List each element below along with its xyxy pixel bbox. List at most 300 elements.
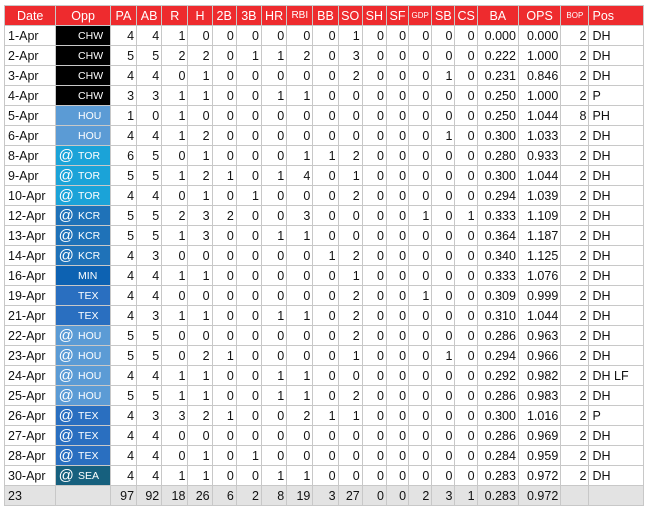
game-date[interactable]: 24-Apr: [5, 366, 56, 386]
totals-rbi: 19: [287, 486, 313, 506]
game-date[interactable]: 22-Apr: [5, 326, 56, 346]
stat-h: 2: [188, 46, 212, 66]
stat-gdp: 0: [409, 406, 432, 426]
home-away-indicator: [56, 286, 76, 306]
stat-so: 0: [338, 86, 362, 106]
stat-rbi: 0: [287, 266, 313, 286]
stat-r: 1: [162, 226, 188, 246]
stat-bop: 2: [561, 466, 589, 486]
opponent-team[interactable]: CHW: [76, 26, 110, 46]
stat-sh: 0: [362, 206, 386, 226]
stat-h: 3: [188, 206, 212, 226]
stat-gdp: 0: [409, 366, 432, 386]
opponent-team[interactable]: KCR: [76, 206, 110, 226]
game-row: [5, 166, 644, 186]
opponent-team[interactable]: HOU: [76, 386, 110, 406]
stat-hr: 1: [261, 166, 286, 186]
stat-pos: DH: [589, 446, 644, 466]
stat-d3: 1: [236, 46, 261, 66]
stat-ba: 0.309: [477, 286, 518, 306]
stat-bb: 1: [313, 246, 338, 266]
stat-ba: 0.310: [477, 306, 518, 326]
stat-ba: 0.286: [477, 386, 518, 406]
stat-sf: 0: [386, 446, 408, 466]
totals-gdp: 2: [409, 486, 432, 506]
opponent-team[interactable]: TOR: [76, 166, 110, 186]
stat-sh: 0: [362, 86, 386, 106]
totals-h: 26: [188, 486, 212, 506]
stat-ab: 4: [137, 366, 162, 386]
stat-so: 0: [338, 366, 362, 386]
opponent-team[interactable]: KCR: [76, 246, 110, 266]
stat-sh: 0: [362, 326, 386, 346]
stat-ba: 0.292: [477, 366, 518, 386]
stat-so: 2: [338, 146, 362, 166]
opponent-team[interactable]: HOU: [76, 366, 110, 386]
stat-pos: DH: [589, 346, 644, 366]
stat-sb: 0: [432, 26, 455, 46]
stat-ba: 0.231: [477, 66, 518, 86]
stat-so: 2: [338, 66, 362, 86]
stat-sb: 0: [432, 226, 455, 246]
stat-rbi: 0: [287, 126, 313, 146]
stat-so: 1: [338, 346, 362, 366]
game-date[interactable]: 21-Apr: [5, 306, 56, 326]
stat-gdp: 1: [409, 206, 432, 226]
stat-sf: 0: [386, 426, 408, 446]
game-date[interactable]: 13-Apr: [5, 226, 56, 246]
stat-sb: 0: [432, 146, 455, 166]
opponent-team[interactable]: HOU: [76, 126, 110, 146]
stat-r: 1: [162, 166, 188, 186]
home-away-indicator: @: [56, 166, 76, 186]
totals-sf: 0: [386, 486, 408, 506]
stat-sb: 0: [432, 246, 455, 266]
stat-r: 0: [162, 246, 188, 266]
stat-bop: 2: [561, 366, 589, 386]
stat-ba: 0.364: [477, 226, 518, 246]
stat-h: 0: [188, 426, 212, 446]
stat-pa: 4: [110, 406, 136, 426]
stat-so: 1: [338, 266, 362, 286]
stat-d2: 0: [212, 366, 236, 386]
col-header-2b[interactable]: 2B: [212, 6, 236, 26]
game-row: [5, 346, 644, 366]
stat-sf: 0: [386, 226, 408, 246]
stat-sh: 0: [362, 406, 386, 426]
stat-so: 2: [338, 186, 362, 206]
stat-ops: 1.076: [518, 266, 560, 286]
stat-h: 1: [188, 66, 212, 86]
stat-cs: 0: [455, 126, 477, 146]
stat-sh: 0: [362, 266, 386, 286]
stat-r: 1: [162, 386, 188, 406]
game-date[interactable]: 14-Apr: [5, 246, 56, 266]
stat-sf: 0: [386, 166, 408, 186]
stat-h: 1: [188, 466, 212, 486]
stat-d3: 0: [236, 406, 261, 426]
stat-pa: 5: [110, 386, 136, 406]
stat-sh: 0: [362, 386, 386, 406]
stat-pa: 5: [110, 46, 136, 66]
stat-bb: 0: [313, 226, 338, 246]
opponent-team[interactable]: TEX: [76, 406, 110, 426]
game-date[interactable]: 8-Apr: [5, 146, 56, 166]
stat-pos: P: [589, 406, 644, 426]
home-away-indicator: [56, 126, 76, 146]
stat-ab: 4: [137, 266, 162, 286]
game-date[interactable]: 12-Apr: [5, 206, 56, 226]
opponent-team[interactable]: HOU: [76, 106, 110, 126]
stat-pos: DH: [589, 306, 644, 326]
col-header-ba[interactable]: BA: [477, 6, 518, 26]
col-header-ops[interactable]: OPS: [518, 6, 560, 26]
stat-r: 0: [162, 286, 188, 306]
stat-d2: 0: [212, 466, 236, 486]
stat-ops: 1.125: [518, 246, 560, 266]
totals-ba: 0.283: [477, 486, 518, 506]
col-header-r[interactable]: R: [162, 6, 188, 26]
stat-sh: 0: [362, 26, 386, 46]
stat-pos: PH: [589, 106, 644, 126]
totals-bop: [561, 486, 589, 506]
stat-rbi: 0: [287, 346, 313, 366]
game-row: [5, 186, 644, 206]
stat-ba: 0.333: [477, 266, 518, 286]
col-header-hr[interactable]: HR: [261, 6, 286, 26]
game-row: [5, 86, 644, 106]
stat-ops: 1.000: [518, 46, 560, 66]
stat-d2: 0: [212, 126, 236, 146]
stat-hr: 0: [261, 26, 286, 46]
opponent-team[interactable]: SEA: [76, 466, 110, 486]
stat-so: 0: [338, 446, 362, 466]
stat-sb: 0: [432, 266, 455, 286]
stat-cs: 0: [455, 366, 477, 386]
game-date[interactable]: 19-Apr: [5, 286, 56, 306]
stat-ops: 0.000: [518, 26, 560, 46]
col-header-3b[interactable]: 3B: [236, 6, 261, 26]
stat-r: 0: [162, 346, 188, 366]
opponent-team[interactable]: CHW: [76, 46, 110, 66]
home-away-indicator: @: [56, 146, 76, 166]
stat-d2: 0: [212, 46, 236, 66]
game-date[interactable]: 2-Apr: [5, 46, 56, 66]
col-header-sh[interactable]: SH: [362, 6, 386, 26]
opponent-team[interactable]: TEX: [76, 286, 110, 306]
stat-rbi: 0: [287, 106, 313, 126]
stat-sb: 0: [432, 186, 455, 206]
stat-pos: DH: [589, 326, 644, 346]
stat-sh: 0: [362, 106, 386, 126]
stat-d2: 0: [212, 226, 236, 246]
stat-ba: 0.300: [477, 406, 518, 426]
stat-bop: 2: [561, 326, 589, 346]
opponent-team[interactable]: TEX: [76, 306, 110, 326]
stat-pos: DH: [589, 386, 644, 406]
stat-ba: 0.222: [477, 46, 518, 66]
game-log: [4, 5, 644, 506]
home-away-indicator: @: [56, 226, 76, 246]
game-date[interactable]: 26-Apr: [5, 406, 56, 426]
opponent-team[interactable]: TEX: [76, 426, 110, 446]
stat-h: 1: [188, 446, 212, 466]
col-header-ab[interactable]: AB: [137, 6, 162, 26]
stat-ops: 1.039: [518, 186, 560, 206]
game-date[interactable]: 25-Apr: [5, 386, 56, 406]
stat-so: 2: [338, 326, 362, 346]
stat-sf: 0: [386, 86, 408, 106]
stat-sh: 0: [362, 126, 386, 146]
game-row: [5, 366, 644, 386]
stat-hr: 0: [261, 186, 286, 206]
stat-ab: 5: [137, 226, 162, 246]
stat-r: 0: [162, 426, 188, 446]
stat-cs: 0: [455, 86, 477, 106]
stat-ab: 4: [137, 446, 162, 466]
stat-d2: 0: [212, 426, 236, 446]
stat-h: 1: [188, 386, 212, 406]
stat-bop: 2: [561, 286, 589, 306]
home-away-indicator: @: [56, 406, 76, 426]
stat-ba: 0.294: [477, 186, 518, 206]
stat-d2: 0: [212, 306, 236, 326]
stat-bop: 2: [561, 346, 589, 366]
stat-bop: 8: [561, 106, 589, 126]
stat-pa: 4: [110, 286, 136, 306]
stat-d3: 0: [236, 426, 261, 446]
game-date[interactable]: 10-Apr: [5, 186, 56, 206]
stat-ops: 1.187: [518, 226, 560, 246]
stat-rbi: 1: [287, 366, 313, 386]
stat-so: 1: [338, 166, 362, 186]
stat-so: 2: [338, 246, 362, 266]
stat-sb: 0: [432, 426, 455, 446]
stat-sf: 0: [386, 126, 408, 146]
stat-cs: 0: [455, 26, 477, 46]
stat-cs: 0: [455, 46, 477, 66]
game-date[interactable]: 23-Apr: [5, 346, 56, 366]
stat-h: 1: [188, 266, 212, 286]
stat-pos: DH: [589, 146, 644, 166]
opponent-team[interactable]: CHW: [76, 86, 110, 106]
stat-so: 2: [338, 386, 362, 406]
col-header-h[interactable]: H: [188, 6, 212, 26]
stat-pa: 4: [110, 306, 136, 326]
stat-ba: 0.300: [477, 166, 518, 186]
stat-sf: 0: [386, 186, 408, 206]
stat-h: 0: [188, 326, 212, 346]
totals-ops: 0.972: [518, 486, 560, 506]
stat-sb: 0: [432, 286, 455, 306]
stat-sh: 0: [362, 246, 386, 266]
stat-sh: 0: [362, 166, 386, 186]
game-row: [5, 266, 644, 286]
stat-hr: 0: [261, 266, 286, 286]
stat-so: 3: [338, 46, 362, 66]
totals-pos: [589, 486, 644, 506]
stat-ba: 0.000: [477, 26, 518, 46]
stat-pa: 5: [110, 206, 136, 226]
stat-h: 2: [188, 166, 212, 186]
stat-d3: 0: [236, 346, 261, 366]
stat-d3: 0: [236, 206, 261, 226]
game-date[interactable]: 28-Apr: [5, 446, 56, 466]
col-header-rbi[interactable]: RBI: [287, 6, 313, 26]
stat-so: 0: [338, 206, 362, 226]
stat-ops: 0.959: [518, 446, 560, 466]
stat-r: 1: [162, 26, 188, 46]
stat-sb: 0: [432, 166, 455, 186]
stat-hr: 1: [261, 386, 286, 406]
stat-ab: 5: [137, 386, 162, 406]
stat-h: 1: [188, 186, 212, 206]
stat-h: 1: [188, 86, 212, 106]
stat-sf: 0: [386, 206, 408, 226]
stat-bb: 0: [313, 186, 338, 206]
game-date[interactable]: 9-Apr: [5, 166, 56, 186]
game-date[interactable]: 3-Apr: [5, 66, 56, 86]
stat-d2: 1: [212, 166, 236, 186]
opponent-team[interactable]: HOU: [76, 346, 110, 366]
stat-d2: 1: [212, 406, 236, 426]
col-header-so[interactable]: SO: [338, 6, 362, 26]
stat-ba: 0.250: [477, 86, 518, 106]
col-header-pa[interactable]: PA: [110, 6, 136, 26]
opponent-team[interactable]: CHW: [76, 66, 110, 86]
stat-r: 0: [162, 446, 188, 466]
home-away-indicator: @: [56, 346, 76, 366]
stat-sh: 0: [362, 466, 386, 486]
opponent-team[interactable]: MIN: [76, 266, 110, 286]
stat-gdp: 0: [409, 246, 432, 266]
stat-d3: 0: [236, 166, 261, 186]
stat-pos: DH: [589, 26, 644, 46]
stat-ab: 5: [137, 206, 162, 226]
stat-hr: 1: [261, 466, 286, 486]
stat-bop: 2: [561, 166, 589, 186]
stat-bop: 2: [561, 306, 589, 326]
stat-bb: 0: [313, 346, 338, 366]
stat-pos: DH: [589, 266, 644, 286]
stat-ops: 0.969: [518, 426, 560, 446]
stat-ab: 3: [137, 306, 162, 326]
stat-sb: 1: [432, 346, 455, 366]
opponent-team[interactable]: HOU: [76, 326, 110, 346]
stat-pos: DH: [589, 466, 644, 486]
stat-hr: 0: [261, 406, 286, 426]
stat-cs: 0: [455, 306, 477, 326]
col-header-opp[interactable]: Opp: [56, 6, 110, 26]
stat-cs: 0: [455, 446, 477, 466]
stat-ops: 1.033: [518, 126, 560, 146]
game-row: [5, 246, 644, 266]
stat-d2: 0: [212, 106, 236, 126]
stat-cs: 0: [455, 186, 477, 206]
stat-bb: 1: [313, 406, 338, 426]
opponent-team[interactable]: TOR: [76, 146, 110, 166]
stat-d3: 0: [236, 466, 261, 486]
stat-pa: 4: [110, 246, 136, 266]
game-date[interactable]: 27-Apr: [5, 426, 56, 446]
stat-d2: 0: [212, 86, 236, 106]
stat-bb: 0: [313, 466, 338, 486]
col-header-sf[interactable]: SF: [386, 6, 408, 26]
stat-so: 0: [338, 106, 362, 126]
stat-d3: 0: [236, 246, 261, 266]
stat-bb: 0: [313, 286, 338, 306]
stat-ba: 0.283: [477, 466, 518, 486]
opponent-team[interactable]: TOR: [76, 186, 110, 206]
game-row: [5, 426, 644, 446]
stat-d2: 0: [212, 66, 236, 86]
stat-rbi: 0: [287, 446, 313, 466]
totals-cs: 1: [455, 486, 477, 506]
totals-games: 23: [5, 486, 56, 506]
stat-ops: 0.963: [518, 326, 560, 346]
stat-pa: 4: [110, 466, 136, 486]
game-date[interactable]: 30-Apr: [5, 466, 56, 486]
game-date[interactable]: 4-Apr: [5, 86, 56, 106]
home-away-indicator: [56, 266, 76, 286]
col-header-bb[interactable]: BB: [313, 6, 338, 26]
col-header-sb[interactable]: SB: [432, 6, 455, 26]
game-date[interactable]: 6-Apr: [5, 126, 56, 146]
game-date[interactable]: 5-Apr: [5, 106, 56, 126]
stat-sf: 0: [386, 326, 408, 346]
stat-gdp: 0: [409, 106, 432, 126]
col-header-date[interactable]: Date: [5, 6, 56, 26]
stat-gdp: 0: [409, 386, 432, 406]
stat-hr: 0: [261, 346, 286, 366]
stat-hr: 0: [261, 106, 286, 126]
stat-sh: 0: [362, 286, 386, 306]
game-row: [5, 306, 644, 326]
stat-pa: 1: [110, 106, 136, 126]
col-header-gdp[interactable]: GDP: [409, 6, 432, 26]
home-away-indicator: @: [56, 386, 76, 406]
stat-r: 2: [162, 46, 188, 66]
stat-so: 2: [338, 286, 362, 306]
totals-sh: 0: [362, 486, 386, 506]
stat-pos: DH: [589, 206, 644, 226]
stat-cs: 0: [455, 386, 477, 406]
col-header-cs[interactable]: CS: [455, 6, 477, 26]
stat-bop: 2: [561, 206, 589, 226]
stat-cs: 0: [455, 426, 477, 446]
stat-sf: 0: [386, 266, 408, 286]
col-header-pos[interactable]: Pos: [589, 6, 644, 26]
stat-ops: 1.044: [518, 106, 560, 126]
home-away-indicator: [56, 66, 76, 86]
game-date[interactable]: 16-Apr: [5, 266, 56, 286]
opponent-team[interactable]: TEX: [76, 446, 110, 466]
stat-pos: DH: [589, 46, 644, 66]
game-row: [5, 206, 644, 226]
stat-ab: 3: [137, 406, 162, 426]
stat-hr: 1: [261, 366, 286, 386]
stat-r: 1: [162, 366, 188, 386]
stat-pa: 4: [110, 366, 136, 386]
game-row: [5, 146, 644, 166]
game-date[interactable]: 1-Apr: [5, 26, 56, 46]
stat-d2: 0: [212, 446, 236, 466]
stat-sh: 0: [362, 146, 386, 166]
stat-gdp: 0: [409, 226, 432, 246]
opponent-team[interactable]: KCR: [76, 226, 110, 246]
stat-pa: 6: [110, 146, 136, 166]
col-header-bop[interactable]: BOP: [561, 6, 589, 26]
